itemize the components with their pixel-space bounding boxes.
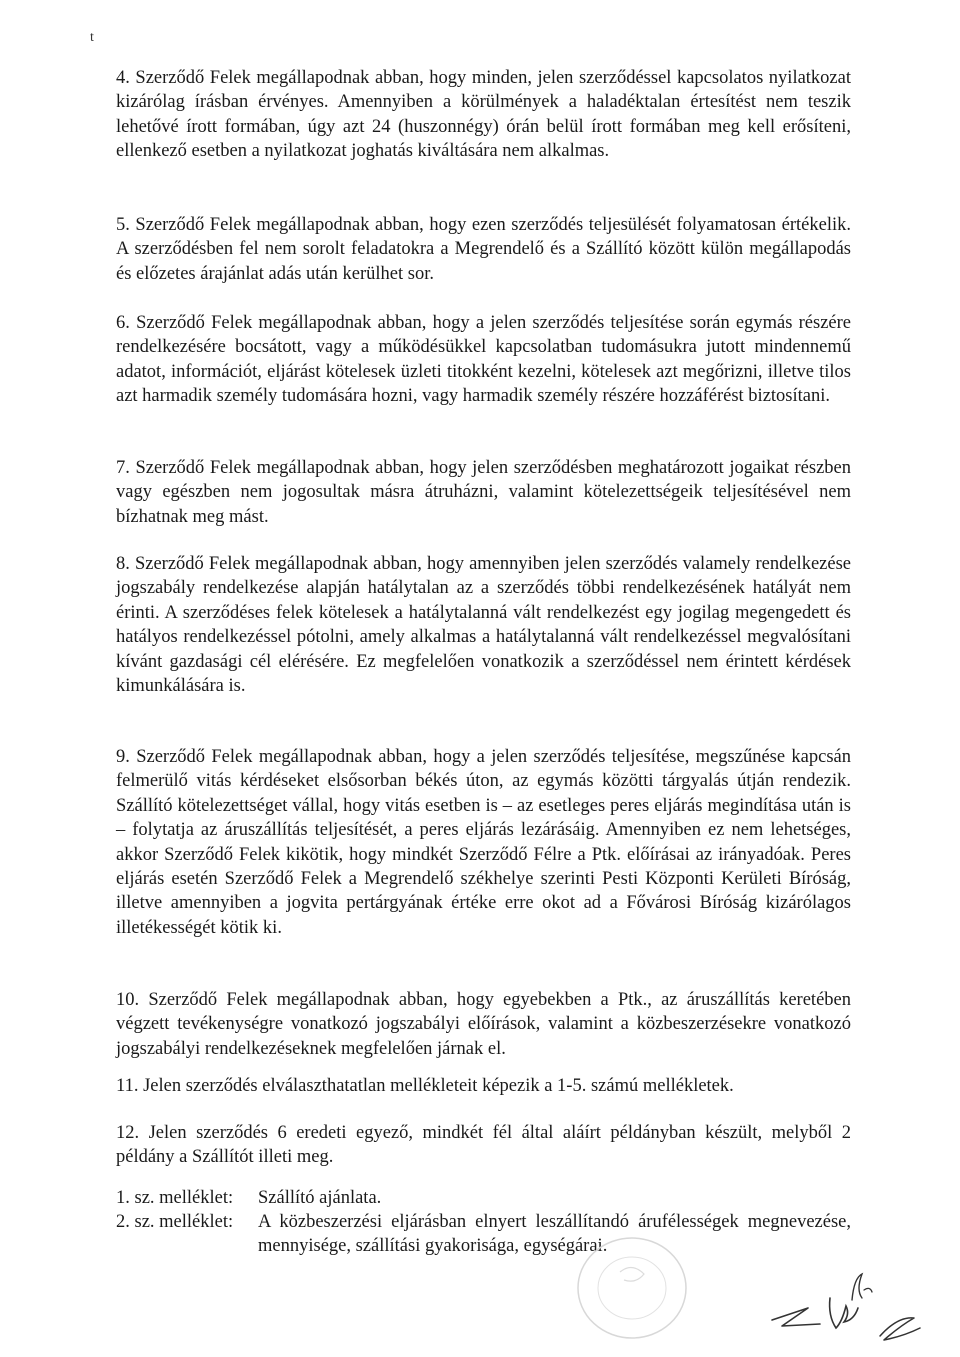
- paragraph-9: 9. Szerződő Felek megállapodnak abban, hogy a jelen szerződés teljesítése, megszűnése kapcsán felmerülő vitás kérdéseket elsősorban békés úton, az egymás közötti tárgyalás útján rendezik. Szállító kötelezettséget vállal, hogy vitás esetben is – az esetleges peres eljárás megindítása után is – folytatja az áruszállítás teljesítését, a peres eljárás lezárásáig. Amennyiben ez nem lehetséges, akkor Szerződő Felek kikötik, hogy mindkét Szerződő Félre a Ptk. előírásai az irányadóak. Peres eljárás esetén Szerződő Felek a Megrendelő székhelye szerinti Pesti Központi Kerületi Bíróság, illetve amennyiben a jogvita pertárgyának értéke erre okot ad a Fővárosi Bíróság kizárólagos illetékességét kötik ki.: [116, 747, 851, 938]
- margin-mark: t: [90, 30, 94, 45]
- paragraph-8: 8. Szerződő Felek megállapodnak abban, hogy amennyiben jelen szerződés valamely rendelkezése jogszabály rendelkezése alapján hatálytalan az a szerződés többi rendelkezésének hatályát nem érinti. A szerződéses felek kötelesek a hatálytalanná vált rendelkezést egy jogilag megengedett és hatályos rendelkezéssel pótolni, amely alkalmas a hatálytalanná vált rendelkezéssel megvalósítani kívánt gazdasági cél elérésére. Ez megfelelően vonatkozik a szerződéssel nem érintett kérdések kimunkálására is.: [116, 554, 851, 697]
- signature-image: [760, 1270, 940, 1350]
- paragraph-7: 7. Szerződő Felek megállapodnak abban, hogy jelen szerződésben meghatározott jogaikat részben vagy egészben nem jogosultak másra átruházni, valamint kötelezettségeik teljesítésével nem bízhatnak meg mást.: [116, 458, 851, 527]
- annex-list: [116, 1186, 851, 1258]
- paragraph-10: 10. Szerződő Felek megállapodnak abban, hogy egyebekben a Ptk., az áruszállítás keretében végzett tevékenységre vonatkozó jogszabályi előírások, valamint a közbeszerzésekre vonatkozó jogszabályi rendelkezéseknek megfelelően járnak el.: [116, 990, 851, 1059]
- paragraph-11: 11. Jelen szerződés elválaszthatatlan mellékleteit képezik a 1-5. számú mellékletek.: [116, 1076, 734, 1096]
- stamp-image: [572, 1232, 692, 1342]
- annex-text: Szállító ajánlata.: [258, 1188, 382, 1208]
- annex-label: 1. sz. melléklet:: [116, 1188, 234, 1208]
- paragraph-12: 12. Jelen szerződés 6 eredeti egyező, mindkét fél által aláírt példányban készült, melyből 2 példány a Szállítót illeti meg.: [116, 1123, 851, 1168]
- paragraph-5: 5. Szerződő Felek megállapodnak abban, hogy ezen szerződés teljesülését folyamatosan értékelik. A szerződésben fel nem sorolt feladatokra a Megrendelő és a Szállító között külön megállapodás és előzetes árajánlat adás után kerülhet sor.: [116, 215, 851, 284]
- paragraph-6: 6. Szerződő Felek megállapodnak abban, hogy a jelen szerződés teljesítése során egymás részére rendelkezésére bocsátott, vagy a működésükkel kapcsolatban tudomásukra jutott mindennemű adatot, információt, eljárást kötelesek üzleti titokként kezelni, kötelesek azt megőrizni, illetve tilos azt harmadik személy tudomására hozni, vagy harmadik személy részére hozzáférést biztosítani.: [116, 313, 851, 407]
- paragraph-4: 4. Szerződő Felek megállapodnak abban, hogy minden, jelen szerződéssel kapcsolatos nyilatkozat kizárólag írásban érvényes. Amennyiben a körülmények a haladéktalan értesítést nem teszik lehetővé írott formában, úgy azt 24 (huszonnégy) órán belül írott formában meg kell erősíteni, ellenkező esetben a nyilatkozat joghatás kiváltására nem alkalmas.: [116, 68, 851, 162]
- annex-label: 2. sz. melléklet:: [116, 1212, 234, 1232]
- annex-text: A közbeszerzési eljárásban elnyert leszállítandó árufélességek megnevezése, mennyisége, szállítási gyakorisága, egységárai.: [258, 1212, 851, 1256]
- annex-item: [116, 1210, 851, 1258]
- annex-item: [116, 1186, 851, 1210]
